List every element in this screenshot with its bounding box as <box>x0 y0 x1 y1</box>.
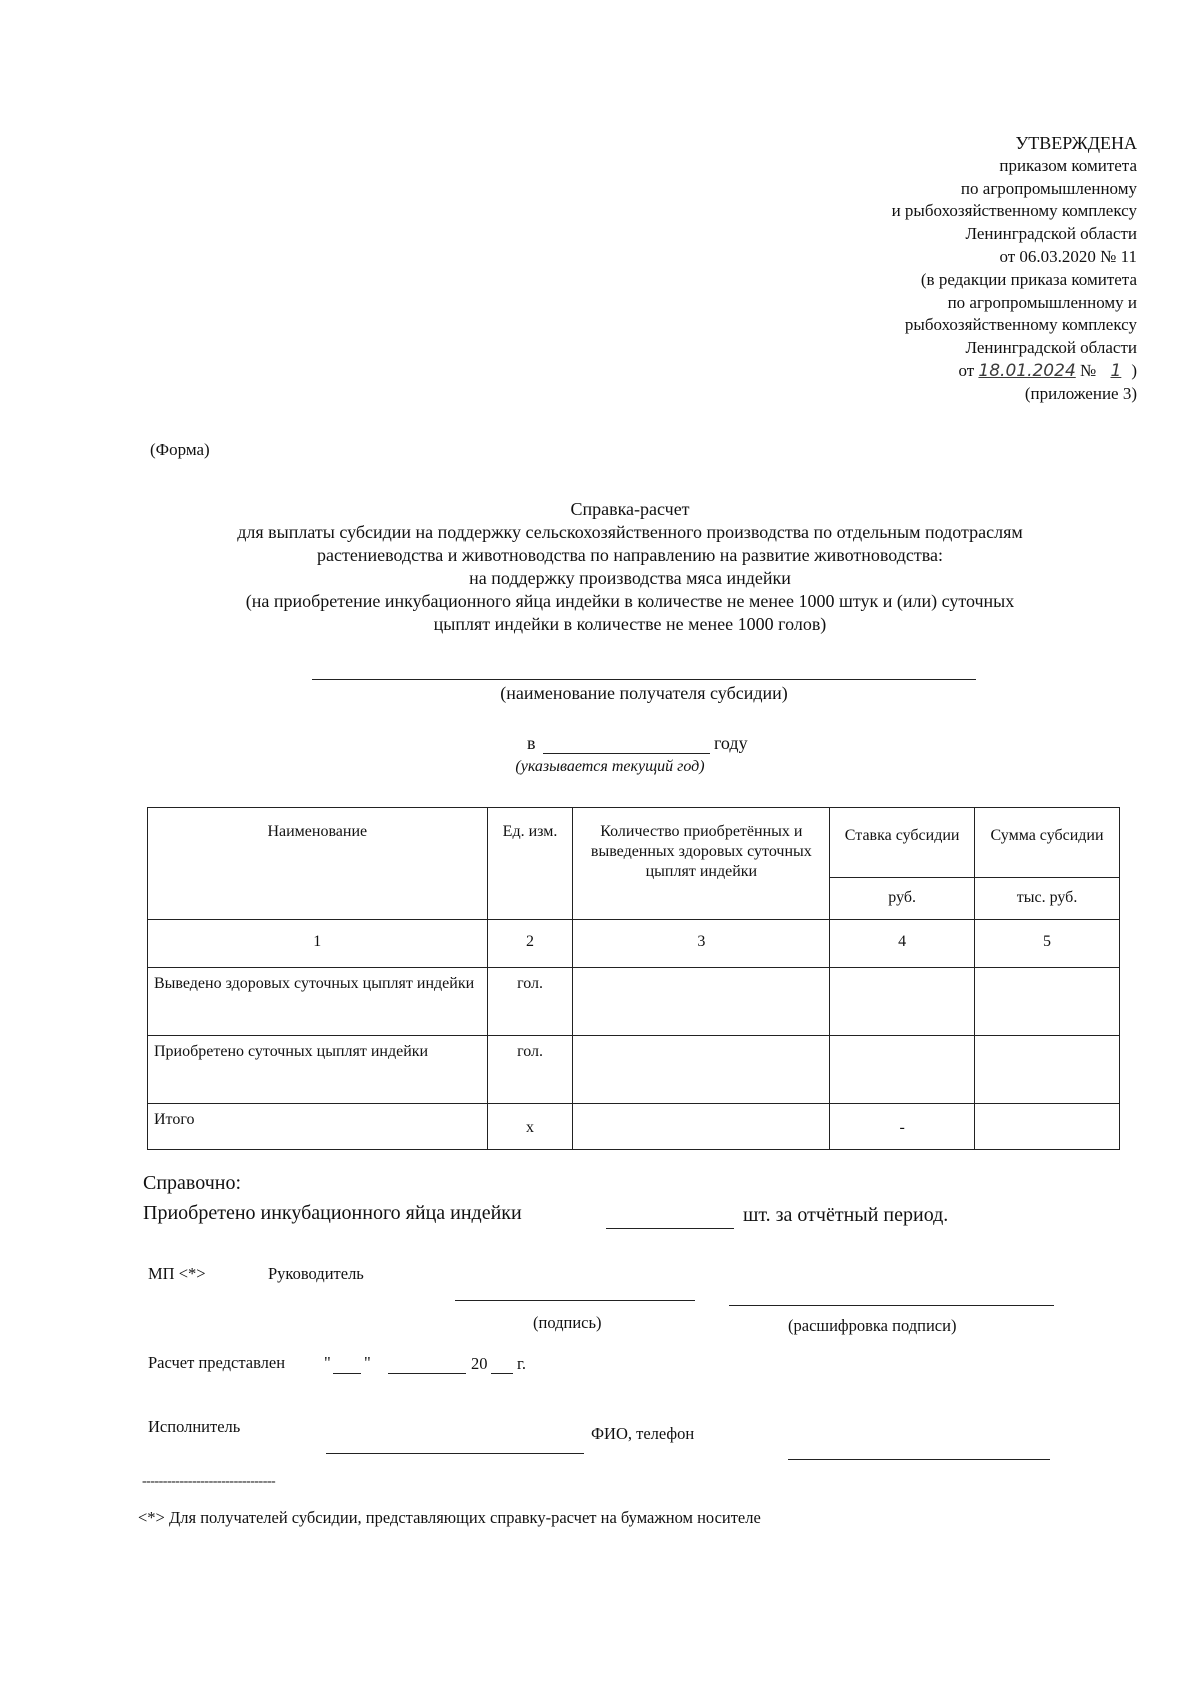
row-quantity-cell[interactable] <box>573 1036 830 1104</box>
reference-text-after: шт. за отчётный период. <box>743 1204 949 1226</box>
executor-line[interactable] <box>326 1453 584 1454</box>
handwritten-date: 18.01.2024 <box>978 360 1076 381</box>
approval-line: (в редакции приказа комитета <box>920 269 1137 289</box>
form-label: (Форма) <box>150 440 210 459</box>
phone-line[interactable] <box>788 1459 1050 1460</box>
approval-title: УТВЕРЖДЕНА <box>1015 133 1137 153</box>
approval-line: Ленинградской области <box>965 338 1137 358</box>
signature-line[interactable] <box>455 1300 695 1301</box>
handwritten-number: 1 <box>1110 360 1122 381</box>
title-line: на поддержку производства мяса индейки <box>469 568 791 588</box>
quote-close: " <box>364 1353 371 1372</box>
executor-label: Исполнитель <box>148 1417 241 1436</box>
recipient-name-line[interactable] <box>312 679 976 680</box>
submitted-month-line[interactable] <box>388 1373 466 1374</box>
reference-label: Справочно: <box>143 1172 242 1194</box>
submitted-year-line[interactable] <box>491 1373 513 1374</box>
approval-line: от 06.03.2020 № 11 <box>999 246 1137 266</box>
column-number: 1 <box>148 920 488 968</box>
subsidy-table <box>147 807 1120 1150</box>
header-quantity: Количество приобретённых и выведенных здоровых суточных цыплят индейки <box>573 808 830 920</box>
header-name: Наименование <box>148 808 488 920</box>
footnote-text: <*> Для получателей субсидии, представляющих справку-расчет на бумажном носителе <box>138 1508 761 1527</box>
document-title <box>140 498 1120 636</box>
column-number: 4 <box>830 920 975 968</box>
row-sum-cell[interactable] <box>975 1036 1120 1104</box>
year-input-line[interactable] <box>543 753 710 754</box>
row-name: Выведено здоровых суточных цыплят индейки <box>148 968 488 1036</box>
title-line: (на приобретение инкубационного яйца индейки в количестве не менее 1000 штук и (или) суточных <box>245 591 1015 611</box>
row-rate-cell: - <box>830 1104 975 1150</box>
table-row <box>148 1036 1120 1104</box>
row-sum-cell[interactable] <box>975 968 1120 1036</box>
row-rate-cell[interactable] <box>830 968 975 1036</box>
quote-open: " <box>324 1353 331 1372</box>
row-unit: гол. <box>487 1036 573 1104</box>
column-number: 2 <box>487 920 573 968</box>
title-line: растениеводства и животноводства по направлению на развитие животноводства: <box>317 545 943 565</box>
date-prefix: от <box>958 360 975 380</box>
header-rate: Ставка субсидии <box>830 808 975 878</box>
reference-text-before: Приобретено инкубационного яйца индейки <box>143 1202 522 1224</box>
header-sum: Сумма субсидии <box>975 808 1120 878</box>
header-rate-unit: руб. <box>830 878 975 920</box>
column-number: 5 <box>975 920 1120 968</box>
row-sum-cell[interactable] <box>975 1104 1120 1150</box>
year-prefix-20: 20 <box>471 1354 488 1373</box>
approval-line: по агропромышленному <box>960 178 1137 198</box>
signature-caption: (подпись) <box>533 1313 602 1332</box>
header-unit: Ед. изм. <box>487 808 573 920</box>
row-quantity-cell[interactable] <box>573 1104 830 1150</box>
table-row-total <box>148 1104 1120 1150</box>
title-line: Справка-расчет <box>570 499 690 519</box>
signature-decode-caption: (расшифровка подписи) <box>788 1316 957 1335</box>
number-suffix: ) <box>1131 360 1137 380</box>
signature-decode-line[interactable] <box>729 1305 1054 1306</box>
year-suffix: году <box>714 733 748 753</box>
approval-line: приказом комитета <box>999 155 1137 175</box>
stamp-label: МП <*> <box>148 1264 206 1283</box>
approval-block <box>717 132 1137 406</box>
row-name: Приобретено суточных цыплят индейки <box>148 1036 488 1104</box>
recipient-caption: (наименование получателя субсидии) <box>500 683 788 703</box>
row-unit: х <box>487 1104 573 1150</box>
table-column-numbers <box>148 920 1120 968</box>
approval-line: рыбохозяйственному комплексу <box>904 315 1137 335</box>
footnote-separator: -------------------------------- <box>142 1474 276 1489</box>
approval-line: Ленинградской области <box>965 224 1137 244</box>
approval-date-line <box>717 360 1137 383</box>
approval-appendix: (приложение 3) <box>1024 383 1137 403</box>
approval-line: и рыбохозяйственному комплексу <box>891 201 1137 221</box>
row-rate-cell[interactable] <box>830 1036 975 1104</box>
row-unit: гол. <box>487 968 573 1036</box>
column-number: 3 <box>573 920 830 968</box>
title-line: цыплят индейки в количестве не менее 1000 голов) <box>433 614 827 634</box>
year-prefix: в <box>527 733 536 753</box>
submitted-label: Расчет представлен <box>148 1353 286 1372</box>
approval-line: по агропромышленному и <box>947 292 1137 312</box>
table-header-row <box>148 808 1120 878</box>
fio-phone-label: ФИО, телефон <box>591 1424 695 1443</box>
head-label: Руководитель <box>268 1264 364 1283</box>
submitted-day-line[interactable] <box>333 1373 361 1374</box>
year-note: (указывается текущий год) <box>515 758 705 775</box>
number-prefix: № <box>1080 360 1097 380</box>
header-sum-unit: тыс. руб. <box>975 878 1120 920</box>
title-line: для выплаты субсидии на поддержку сельскохозяйственного производства по отдельным подотраслям <box>237 522 1023 542</box>
row-name: Итого <box>148 1104 488 1150</box>
row-quantity-cell[interactable] <box>573 968 830 1036</box>
egg-quantity-line[interactable] <box>606 1228 734 1229</box>
year-suffix-g: г. <box>517 1354 527 1373</box>
table-row <box>148 968 1120 1036</box>
